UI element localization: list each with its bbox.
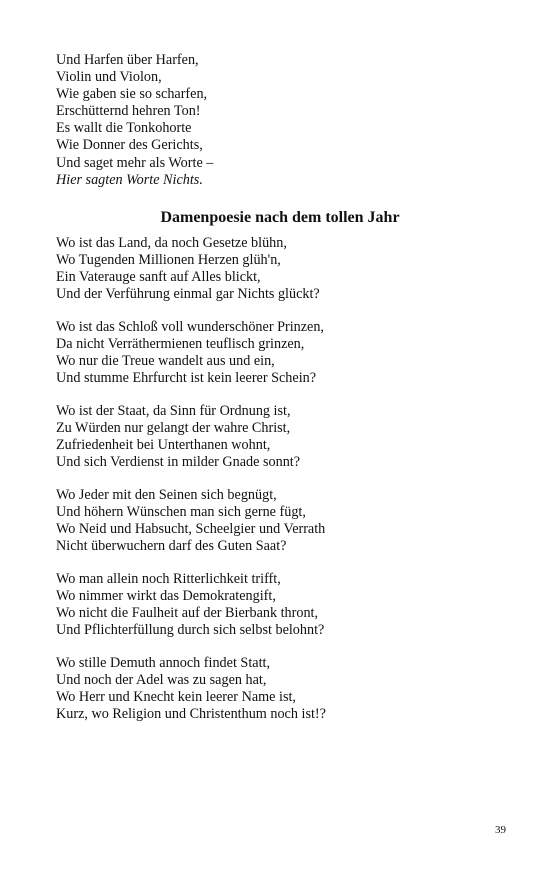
verse-line: Wo Tugenden Millionen Herzen glüh'n, [56,252,281,269]
verse-line: Wie Donner des Gerichts, [56,137,203,154]
verse-line: Wo man allein noch Ritterlichkeit trifft, [56,571,281,587]
poem-title: Damenpoesie nach dem tollen Jahr [160,209,400,226]
verse-line: Nicht überwuchern darf des Guten Saat? [56,538,287,555]
verse-line: Violin und Violon, [56,69,162,86]
verse-line: Wo Jeder mit den Seinen sich begnügt, [56,487,277,503]
stanza-3 [56,403,496,471]
verse-line: Und sich Verdienst in milder Gnade sonnt? [56,454,301,471]
verse-line: Und saget mehr als Worte – [56,154,214,171]
verse-line: Wo nimmer wirkt das Demokratengift, [56,588,276,605]
verse-line: Zu Würden nur gelangt der wahre Christ, [56,420,291,437]
stanza-5 [56,571,496,639]
verse-line: Wo ist das Land, da noch Gesetze blühn, [56,235,287,251]
verse-line: Wo Neid und Habsucht, Scheelgier und Verrath [56,521,326,538]
verse-line: Da nicht Verräthermienen teuflisch grinzen, [56,336,305,353]
verse-line: Ein Vaterauge sanft auf Alles blickt, [56,269,261,286]
verse-line: Und Pflichterfüllung durch sich selbst belohnt? [56,622,325,639]
verse-line: Wie gaben sie so scharfen, [56,86,208,103]
stanza-6 [56,655,496,723]
verse-line: Und der Verführung einmal gar Nichts glückt? [56,286,320,303]
verse-line: Zufriedenheit bei Unterthanen wohnt, [56,437,271,454]
verse-line: Wo nicht die Faulheit auf der Bierbank thront, [56,605,319,622]
verse-line: Wo stille Demuth annoch findet Statt, [56,655,270,671]
verse-line: Und noch der Adel was zu sagen hat, [56,672,267,689]
verse-line: Es wallt die Tonkohorte [56,120,192,137]
verse-line-italic: Hier sagten Worte Nichts. [56,171,203,188]
intro-stanza [56,52,496,189]
verse-line: Wo ist das Schloß voll wunderschöner Prinzen, [56,319,324,335]
verse-line: Erschütternd hehren Ton! [56,103,201,120]
verse-line: Wo nur die Treue wandelt aus und ein, [56,353,275,370]
verse-line: Und Harfen über Harfen, [56,52,199,68]
stanza-1 [56,235,496,303]
verse-line: Wo Herr und Knecht kein leerer Name ist, [56,689,296,706]
verse-line: Und höhern Wünschen man sich gerne fügt, [56,504,306,521]
stanza-2 [56,319,496,387]
page-number: 39 [495,824,506,836]
verse-line: Und stumme Ehrfurcht ist kein leerer Schein? [56,370,317,387]
verse-line: Wo ist der Staat, da Sinn für Ordnung ist, [56,403,291,419]
stanza-4 [56,487,496,555]
verse-line: Kurz, wo Religion und Christenthum noch ist!? [56,706,326,723]
